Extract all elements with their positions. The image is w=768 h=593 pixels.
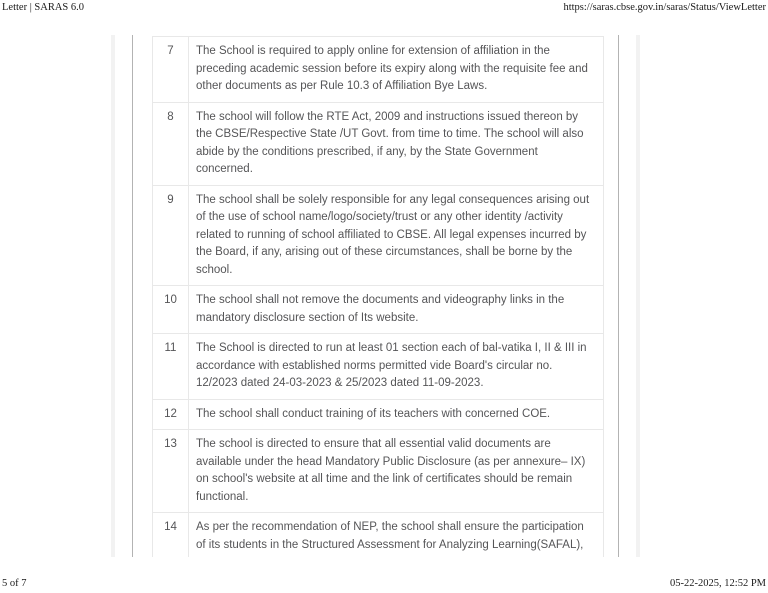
print-footer <box>2 578 766 589</box>
row-number: 13 <box>153 430 189 513</box>
row-number: 10 <box>153 286 189 334</box>
affiliation-conditions-table <box>152 36 604 557</box>
letter-content <box>0 35 768 557</box>
row-number: 9 <box>153 185 189 286</box>
page-border-line-right <box>618 35 619 557</box>
row-text: The school shall be solely responsible for any legal consequences arising out of the use of school name/logo/society/trust or any other identity /activity related to running of school affiliated to CBSE. All legal expenses incurred by the Board, if any, arising out of these circumstances, shall be borne by the school. <box>189 185 604 286</box>
table-row <box>153 513 604 558</box>
table-row <box>153 399 604 430</box>
document-title: Letter | SARAS 6.0 <box>2 2 85 13</box>
table-row <box>153 102 604 185</box>
row-number: 11 <box>153 334 189 400</box>
print-datetime: 05-22-2025, 12:52 PM <box>670 578 766 589</box>
document-url: https://saras.cbse.gov.in/saras/Status/ViewLetter <box>563 2 766 13</box>
conditions-table-body <box>153 37 604 558</box>
row-text: As per the recommendation of NEP, the school shall ensure the participation of its students in the Structured Assessment for Analyzing Learning(SAFAL), <box>189 513 604 558</box>
row-number: 14 <box>153 513 189 558</box>
table-row <box>153 185 604 286</box>
row-text: The School is required to apply online for extension of affiliation in the preceding academic session before its expiry along with the requisite fee and other documents as per Rule 10.3 of Affiliation Bye Laws. <box>189 37 604 103</box>
page-border-band-left <box>111 35 115 557</box>
page-border-band-right <box>636 35 640 557</box>
print-header <box>2 2 766 13</box>
table-row <box>153 430 604 513</box>
row-number: 8 <box>153 102 189 185</box>
row-text: The school shall not remove the documents and videography links in the mandatory disclosure section of Its website. <box>189 286 604 334</box>
page-number: 5 of 7 <box>2 578 27 589</box>
row-number: 12 <box>153 399 189 430</box>
table-row <box>153 334 604 400</box>
table-row <box>153 37 604 103</box>
row-text: The school will follow the RTE Act, 2009 and instructions issued thereon by the CBSE/Respective State /UT Govt. from time to time. The school will also abide by the conditions prescribed, if any, by the State Government concerned. <box>189 102 604 185</box>
row-number: 7 <box>153 37 189 103</box>
row-text: The school shall conduct training of its teachers with concerned COE. <box>189 399 604 430</box>
page-border-line-left <box>132 35 133 557</box>
row-text: The School is directed to run at least 01 section each of bal-vatika I, II & III in accordance with established norms permitted vide Board's circular no. 12/2023 dated 24-03-2023 & 25/2023 dated 11-09-2023. <box>189 334 604 400</box>
row-text: The school is directed to ensure that all essential valid documents are available under the head Mandatory Public Disclosure (as per annexure– IX) on school's website at all time and the link of certificates should be remain functional. <box>189 430 604 513</box>
table-row <box>153 286 604 334</box>
